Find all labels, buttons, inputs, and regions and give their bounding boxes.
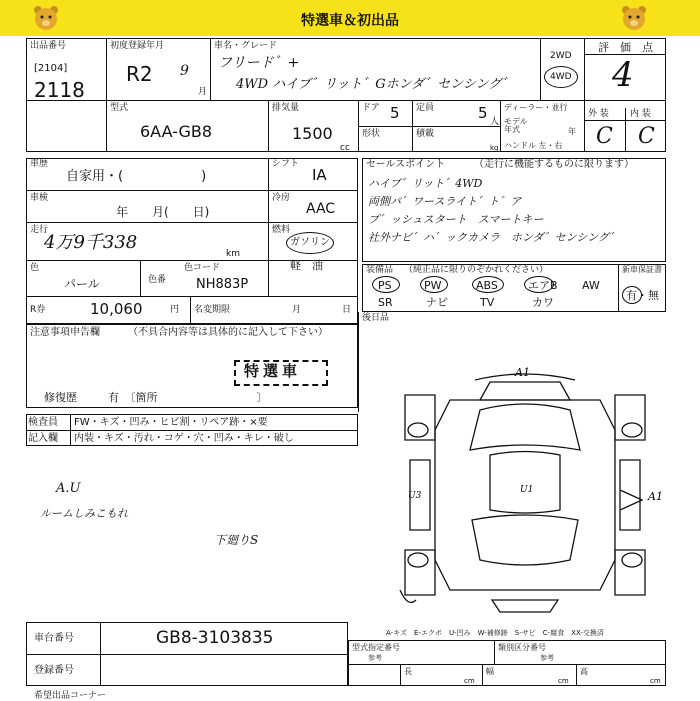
name-change-month: 月 xyxy=(292,305,302,315)
history-value: 自家用・( ) xyxy=(66,169,207,184)
length-unit: cm xyxy=(464,677,475,685)
interior-grade: C xyxy=(638,124,655,149)
equip-abs: ABS xyxy=(476,279,498,292)
model-spec-ref: 参考 xyxy=(368,654,382,662)
notice-note: （不具合内容等は具体的に記入して下さい） xyxy=(128,327,328,338)
drive-4wd-value: 4WD xyxy=(550,72,572,82)
equipment-note: （純正品に限りのぞかれください） xyxy=(404,265,549,275)
sales-point-line: 両側パ゛ワースライト゛ト゛ア xyxy=(368,195,522,208)
car-name-label: 車名・グレード xyxy=(214,41,278,51)
equip-pw: PW xyxy=(424,279,442,292)
name-change-day: 日 xyxy=(342,305,352,315)
name-change-label: 名変期限 xyxy=(194,305,231,315)
door-count: 5 xyxy=(390,104,400,122)
body-shape-label: 形状 xyxy=(362,129,381,139)
interior-label: 内 装 xyxy=(630,109,651,119)
shift-value: IA xyxy=(312,166,327,184)
equip-airbag: エアB xyxy=(528,279,558,292)
model-type-label: 型式 xyxy=(110,103,129,113)
handle-label: ハンドル 左・右 xyxy=(504,141,563,150)
damage-mark: A1 xyxy=(515,366,530,379)
warranty-label: 新車保証書 xyxy=(622,265,662,274)
kg-unit: kg xyxy=(490,144,499,152)
color-code: NH883P xyxy=(196,277,249,292)
ac-label: 冷房 xyxy=(272,193,291,203)
equip-tv: TV xyxy=(480,296,495,309)
handwritten-note: A.U xyxy=(56,481,81,496)
sales-point-line: プ゛ッシュスタート スマートキー xyxy=(368,213,544,226)
chassis-number: GB8-3103835 xyxy=(156,628,274,648)
exterior-label: 外 装 xyxy=(588,109,609,119)
score-value: 4 xyxy=(612,55,634,95)
interior-check-row: 内装・キズ・汚れ・コゲ・穴・凹み・キレ・破し xyxy=(74,433,294,444)
year-unit: 年 xyxy=(568,127,576,136)
equip-leather: カワ xyxy=(532,296,554,309)
color-value: パール xyxy=(64,277,100,291)
bear-mascot-icon xyxy=(620,4,648,32)
width-unit: cm xyxy=(558,677,569,685)
model-spec-label: 型式指定番号 xyxy=(352,643,400,652)
notice-label: 注意事項申告欄 xyxy=(30,327,100,338)
recycle-value: 10,060 xyxy=(90,300,143,318)
equip-aw: AW xyxy=(582,279,600,292)
yen-unit: 円 xyxy=(170,305,180,315)
mileage-label: 走行 xyxy=(30,225,49,235)
drive-2wd-label: 2WD xyxy=(550,51,572,61)
fuel-diesel: 軽 油 xyxy=(290,259,323,272)
first-registration-label: 初度登録年月 xyxy=(110,41,165,51)
inspector-entry-label: 記入欄 xyxy=(28,433,58,444)
door-label: ドア xyxy=(362,103,380,113)
recycle-label: R券 xyxy=(30,305,46,315)
sales-point-note: （走行に機能するものに限ります） xyxy=(474,159,634,170)
registration-month: 9 xyxy=(180,63,189,79)
displacement-label: 排気量 xyxy=(272,103,300,113)
load-label: 積載 xyxy=(416,129,435,139)
width-label: 幅 xyxy=(486,667,494,676)
handwritten-note: 下廻りS xyxy=(214,533,259,547)
remarks-label: 後日品 xyxy=(362,313,390,323)
lot-number-label: 出品番号 xyxy=(30,41,67,51)
inspector-label: 検査員 xyxy=(28,417,58,428)
car-damage-diagram xyxy=(380,360,670,620)
exterior-check-row: FW・キズ・凹み・ヒビ割・リペア跡・×要 xyxy=(74,417,268,428)
model-type: 6AA-GB8 xyxy=(140,122,213,141)
sales-point-label: セールスポイント xyxy=(366,159,446,170)
model-year-label: モデル年式 xyxy=(504,117,528,134)
fuel-label: 燃料 xyxy=(272,225,291,235)
sales-point-line: 社外ナビ゛ハ゛ックカメラ ホンダ゛センシング゛ xyxy=(368,231,620,244)
registration-era: R2 xyxy=(126,62,153,86)
special-stamp-text: 特選車 xyxy=(244,362,302,380)
category-label: 類別区分番号 xyxy=(498,643,546,652)
handwritten-note: ルームしみこもれ xyxy=(40,507,128,520)
color-label: 色 xyxy=(30,263,40,273)
equipment-label: 装備品 xyxy=(366,265,394,275)
damage-legend: A-キズ E-エクボ U-凹み W-補修跡 S-サビ C-腐食 XX-交換済 xyxy=(386,629,604,637)
damage-mark: U3 xyxy=(408,491,422,501)
desired-corner-label: 希望出品コーナー xyxy=(34,691,107,701)
header-bar xyxy=(0,0,700,36)
fuel-gasoline: ガソリン xyxy=(290,237,330,248)
lot-code: [2104] xyxy=(34,63,68,74)
exterior-grade: C xyxy=(596,124,613,149)
score-label: 評 価 点 xyxy=(598,41,653,54)
category-ref: 参考 xyxy=(540,654,554,662)
displacement: 1500 xyxy=(292,124,333,143)
km-unit: km xyxy=(226,249,240,259)
repair-history-value: 有 〔箇所 〕 xyxy=(108,391,268,404)
height-unit: cm xyxy=(650,677,661,685)
color-number-label: 色番 xyxy=(148,275,167,285)
capacity-label: 定員 xyxy=(416,103,435,113)
inspection-label: 車検 xyxy=(30,193,49,203)
color-code-label: 色コード xyxy=(184,263,221,273)
equip-ps: PS xyxy=(378,279,392,292)
chassis-label: 車台番号 xyxy=(34,633,74,644)
length-label: 長 xyxy=(404,667,412,676)
month-unit: 月 xyxy=(198,87,208,97)
damage-mark: U1 xyxy=(520,485,534,495)
sales-point-line: ハイブ゛リット゛4WD xyxy=(368,177,483,190)
warranty-value: 有・無 xyxy=(626,289,659,302)
shift-label: シフト xyxy=(272,159,300,169)
page-title: 特選車＆初出品 xyxy=(301,13,399,29)
inspection-value: 年 月( 日) xyxy=(116,205,210,219)
dealer-label: ディーラー・並行 xyxy=(504,103,568,112)
equip-sr: SR xyxy=(378,296,393,309)
capacity-unit: 人 xyxy=(490,117,500,127)
repair-history-label: 修復歴 xyxy=(44,391,77,404)
equip-navi: ナビ xyxy=(426,296,448,309)
lot-number: 2118 xyxy=(34,78,85,102)
mileage-value: 4万9千338 xyxy=(44,232,138,253)
history-label: 車歴 xyxy=(30,159,49,169)
cc-unit: cc xyxy=(340,143,350,153)
capacity: 5 xyxy=(478,104,488,122)
sales-point-frame xyxy=(362,158,666,262)
car-grade: 4WD ハイブ゛リット゛Gホンダ゛センシング゛ xyxy=(236,77,515,92)
ac-value: AAC xyxy=(306,201,336,217)
height-label: 高 xyxy=(580,667,588,676)
registration-label: 登録番号 xyxy=(34,665,74,676)
car-name: フリード゛+ xyxy=(218,55,300,71)
damage-mark: A1 xyxy=(648,490,663,503)
